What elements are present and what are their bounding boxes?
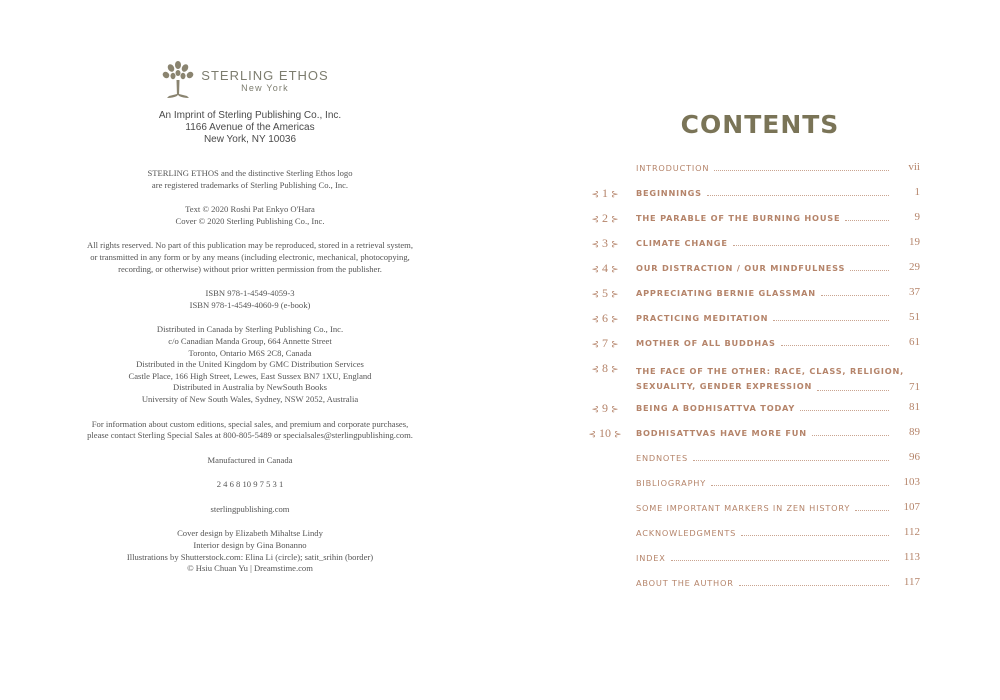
ornament-right-icon: ⊱ (611, 239, 619, 249)
toc-entry[interactable] (580, 286, 940, 311)
entry-title: BEING A BODHISATTVA TODAY (636, 403, 796, 413)
page-number: vii (908, 161, 920, 173)
page-number: 113 (903, 551, 920, 563)
ornament-right-icon: ⊱ (611, 189, 619, 199)
ornament-right-icon: ⊱ (614, 429, 622, 439)
toc-entry[interactable] (580, 526, 940, 551)
contents-heading: CONTENTS (680, 110, 840, 139)
page-number: 37 (909, 286, 920, 298)
distribution-line: c/o Canadian Manda Group, 664 Annette Street (168, 335, 332, 346)
page-number: 19 (909, 236, 920, 248)
ornament-right-icon: ⊱ (611, 339, 619, 349)
toc-entry[interactable] (580, 451, 940, 476)
website-line (60, 504, 440, 516)
copyright-notice (60, 204, 440, 227)
copyright-page (60, 60, 440, 575)
chapter-number-text: 4 (602, 261, 608, 275)
leader-dots (845, 220, 889, 221)
ornament-left-icon: ⊰ (591, 289, 599, 299)
leader-dots (741, 535, 889, 536)
toc-entry[interactable] (580, 311, 940, 336)
contents-page (580, 110, 940, 601)
toc-entry[interactable] (580, 186, 940, 211)
chapter-number (580, 286, 630, 301)
chapter-number (580, 426, 630, 441)
credit-line: Illustrations by Shutterstock.com: Elina Li (circle); satit_srihin (border) (126, 551, 374, 562)
credit-line: Interior design by Gina Bonanno (193, 540, 307, 551)
ornament-left-icon: ⊰ (591, 404, 599, 414)
page-number: 1 (914, 186, 920, 198)
isbn-block (60, 288, 440, 311)
entry-title: INTRODUCTION (636, 163, 710, 173)
entry-title: BEGINNINGS (636, 188, 702, 198)
leader-dots (855, 510, 889, 511)
ornament-left-icon: ⊰ (591, 239, 599, 249)
copyright-line: Cover © 2020 Sterling Publishing Co., Inc. (175, 215, 325, 226)
chapter-number (580, 361, 630, 376)
page-number: 117 (903, 576, 920, 588)
chapter-number-text: 2 (602, 211, 608, 225)
page-number: 71 (909, 381, 920, 393)
leader-dots (821, 295, 889, 296)
rights-line: recording, or otherwise) without prior written permission from the publisher. (118, 263, 382, 274)
leader-dots (733, 245, 889, 246)
legal-text (60, 168, 440, 575)
toc-entry[interactable] (580, 551, 940, 576)
trademark-line: STERLING ETHOS and the distinctive Sterling Ethos logo (147, 168, 353, 178)
rights-notice (60, 240, 440, 275)
page-number: 61 (909, 336, 920, 348)
website-text: sterlingpublishing.com (210, 503, 290, 514)
rights-line: All rights reserved. No part of this publication may be reproduced, stored in a retrieval system, (87, 240, 413, 251)
leader-dots (812, 435, 889, 436)
imprint-line: New York, NY 10036 (203, 134, 297, 145)
brand-city: New York (241, 82, 289, 93)
entry-title: BODHISATTVAS HAVE MORE FUN (636, 428, 807, 438)
page-number: 29 (909, 261, 920, 273)
leader-dots (781, 345, 889, 346)
chapter-number (580, 211, 630, 226)
publisher-logo (50, 60, 440, 100)
toc-entry[interactable] (580, 476, 940, 501)
credits-block (60, 528, 440, 574)
credit-line: Cover design by Elizabeth Mihaltse Lindy (177, 528, 323, 539)
special-sales-block (60, 419, 440, 442)
ornament-left-icon: ⊰ (591, 339, 599, 349)
leader-dots (850, 270, 889, 271)
distribution-line: University of New South Wales, Sydney, NSW 2052, Australia (141, 393, 359, 404)
imprint-line: An Imprint of Sterling Publishing Co., Inc. (158, 110, 342, 121)
leader-dots (773, 320, 889, 321)
chapter-number-text: 9 (602, 401, 608, 415)
leader-dots (800, 410, 889, 411)
entry-title: SOME IMPORTANT MARKERS IN ZEN HISTORY (636, 503, 851, 513)
entry-title: ABOUT THE AUTHOR (636, 578, 734, 588)
ornament-right-icon: ⊱ (611, 404, 619, 414)
info-line: please contact Sterling Special Sales at 800-805-5489 or specialsales@sterlingpublishing.com. (87, 430, 413, 441)
copyright-line: Text © 2020 Roshi Pat Enkyo O'Hara (185, 204, 315, 215)
print-line (60, 479, 440, 491)
leader-dots (671, 560, 889, 561)
info-line: For information about custom editions, special sales, and premium and corporate purchases, (91, 418, 409, 429)
ornament-left-icon: ⊰ (591, 264, 599, 274)
entry-title: OUR DISTRACTION / OUR MINDFULNESS (636, 263, 846, 273)
chapter-number (580, 186, 630, 201)
chapter-number (580, 261, 630, 276)
distribution-line: Distributed in the United Kingdom by GMC Distribution Services (136, 359, 364, 370)
ornament-left-icon: ⊰ (591, 364, 599, 374)
entry-title: ENDNOTES (636, 453, 688, 463)
ornament-right-icon: ⊱ (611, 364, 619, 374)
chapter-number-text: 6 (602, 311, 608, 325)
chapter-number-text: 3 (602, 236, 608, 250)
toc-entry[interactable] (580, 236, 940, 261)
imprint-block (60, 110, 440, 146)
entry-title: CLIMATE CHANGE (636, 238, 728, 248)
chapter-number (580, 236, 630, 251)
chapter-number-text: 1 (602, 186, 608, 200)
distribution-block (60, 324, 440, 405)
page-number: 96 (909, 451, 920, 463)
entry-title: BIBLIOGRAPHY (636, 478, 707, 488)
chapter-number (580, 311, 630, 326)
page-number: 81 (909, 401, 920, 413)
chapter-number (580, 336, 630, 351)
entry-title: MOTHER OF ALL BUDDHAS (636, 338, 776, 348)
print-line-text: 2 4 6 8 10 9 7 5 3 1 (216, 479, 284, 490)
entry-title: ACKNOWLEDGMENTS (636, 528, 737, 538)
ornament-right-icon: ⊱ (611, 289, 619, 299)
ornament-left-icon: ⊰ (591, 214, 599, 224)
ornament-left-icon: ⊰ (591, 314, 599, 324)
chapter-number (580, 401, 630, 416)
distribution-line: Castle Place, 166 High Street, Lewes, East Sussex BN7 1XU, England (128, 370, 372, 381)
isbn-line: ISBN 978-1-4549-4059-3 (205, 288, 295, 299)
toc-entry[interactable] (580, 361, 940, 401)
leader-dots (707, 195, 889, 196)
toc-list (580, 161, 940, 601)
distribution-line: Distributed in Australia by NewSouth Books (173, 382, 327, 393)
toc-entry[interactable] (580, 401, 940, 426)
entry-title: THE FACE OF THE OTHER: RACE, CLASS, RELIGION, (636, 366, 905, 376)
credit-line: © Hsiu Chuan Yu | Dreamstime.com (187, 563, 313, 574)
toc-entry[interactable] (580, 426, 940, 451)
ornament-right-icon: ⊱ (611, 214, 619, 224)
rights-line: or transmitted in any form or by any means (including electronic, mechanical, photocopying, (90, 251, 410, 262)
isbn-line: ISBN 978-1-4549-4060-9 (e-book) (189, 299, 311, 310)
entry-title: PRACTICING MEDITATION (636, 313, 769, 323)
page-number: 103 (903, 476, 920, 488)
chapter-number-text: 7 (602, 336, 608, 350)
page-number: 9 (914, 211, 920, 223)
toc-entry[interactable] (580, 211, 940, 236)
toc-entry[interactable] (580, 501, 940, 526)
toc-entry[interactable] (580, 576, 940, 601)
manufactured-text: Manufactured in Canada (207, 454, 293, 465)
chapter-number-text: 5 (602, 286, 608, 300)
leader-dots (817, 390, 889, 391)
trademark-line: are registered trademarks of Sterling Publishing Co., Inc. (151, 179, 349, 190)
leader-dots (714, 170, 889, 171)
leader-dots (693, 460, 889, 461)
entry-title-continued: SEXUALITY, GENDER EXPRESSION (636, 381, 813, 391)
tree-icon (161, 60, 195, 100)
distribution-line: Toronto, Ontario M6S 2C8, Canada (188, 347, 312, 358)
ornament-right-icon: ⊱ (611, 314, 619, 324)
page-number: 112 (903, 526, 920, 538)
leader-dots (711, 485, 889, 486)
entry-title: THE PARABLE OF THE BURNING HOUSE (636, 213, 841, 223)
ornament-left-icon: ⊰ (588, 429, 596, 439)
ornament-right-icon: ⊱ (611, 264, 619, 274)
distribution-line: Distributed in Canada by Sterling Publishing Co., Inc. (156, 324, 344, 335)
leader-dots (739, 585, 889, 586)
page-number: 51 (909, 311, 920, 323)
imprint-line: 1166 Avenue of the Americas (185, 122, 315, 133)
toc-entry[interactable] (580, 161, 940, 186)
entry-title: INDEX (636, 553, 666, 563)
chapter-number-text: 10 (599, 426, 611, 440)
page-number: 107 (903, 501, 920, 513)
ornament-left-icon: ⊰ (591, 189, 599, 199)
trademark-notice (60, 168, 440, 191)
chapter-number-text: 8 (602, 361, 608, 375)
brand-name: STERLING ETHOS (201, 67, 329, 83)
toc-entry[interactable] (580, 261, 940, 286)
manufactured-line (60, 455, 440, 467)
page-number: 89 (909, 426, 920, 438)
toc-entry[interactable] (580, 336, 940, 361)
entry-title: APPRECIATING BERNIE GLASSMAN (636, 288, 816, 298)
